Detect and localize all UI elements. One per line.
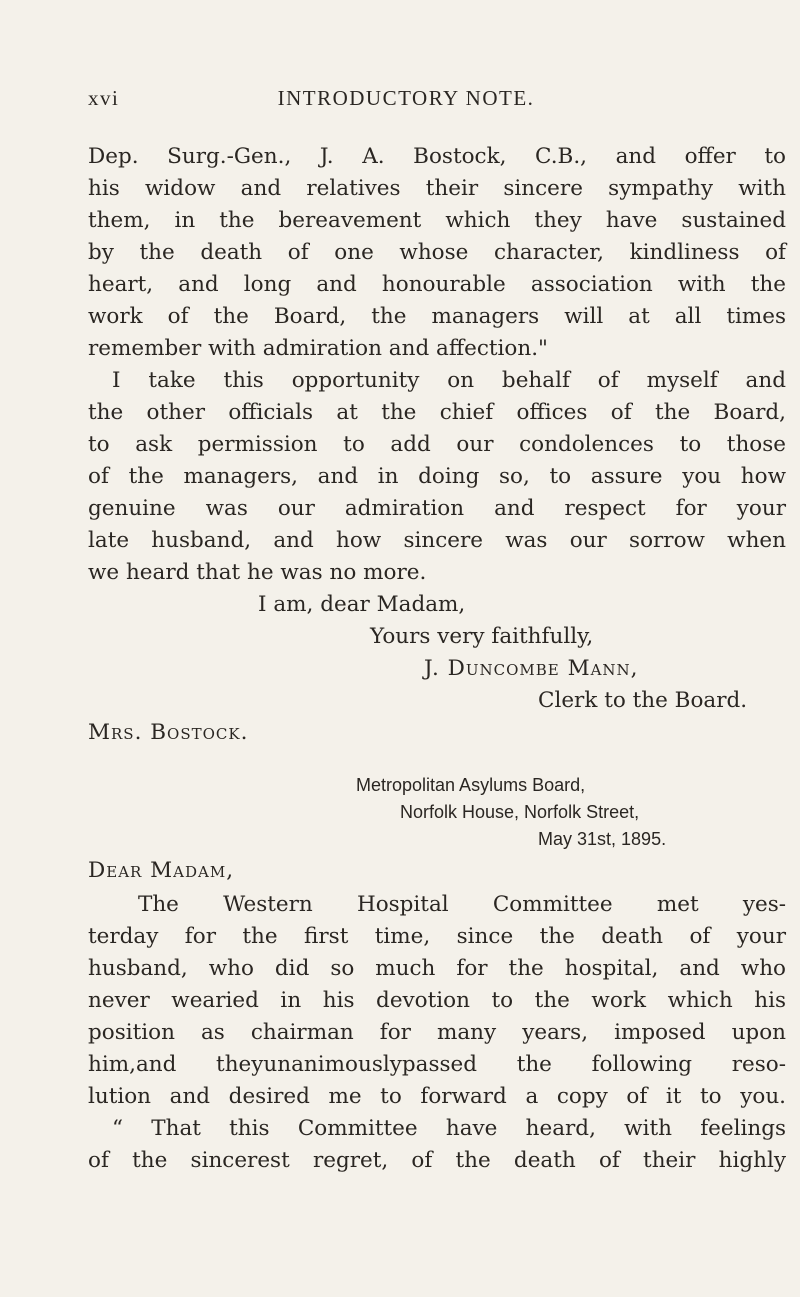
- text-line: of the managers, and in doing so, to assure you how: [88, 464, 786, 489]
- text-line: his widow and relatives their sincere sympathy with: [88, 176, 786, 201]
- letter-date: May 31st, 1895.: [538, 829, 667, 849]
- text-line: husband, who did so much for the hospital, and who: [88, 956, 786, 981]
- salutation: Dear Madam,: [88, 858, 235, 883]
- text-line: we heard that he was no more.: [88, 560, 427, 585]
- text-line: them, in the bereavement which they have sustained: [88, 208, 786, 233]
- text-line: never wearied in his devotion to the work which his: [88, 988, 786, 1013]
- text-line: The Western Hospital Committee met yes-: [138, 892, 786, 917]
- text-line: work of the Board, the managers will at all times: [88, 304, 786, 329]
- page-number: xvi: [88, 86, 120, 110]
- text-line: I take this opportunity on behalf of myself and: [112, 368, 786, 393]
- address-line: Norfolk House, Norfolk Street,: [400, 802, 640, 822]
- text-line: by the death of one whose character, kindliness of: [88, 240, 786, 265]
- text-line: of the sincerest regret, of the death of their highly: [88, 1148, 786, 1173]
- text-line: to ask permission to add our condolences to those: [88, 432, 786, 457]
- running-title: INTRODUCTORY NOTE.: [277, 86, 535, 110]
- text-line: position as chairman for many years, imposed upon: [88, 1020, 786, 1045]
- text-line: genuine was our admiration and respect for your: [88, 496, 786, 521]
- text-line: the other officials at the chief offices of the Board,: [88, 400, 786, 425]
- text-line: “ That this Committee have heard, with feelings: [112, 1116, 786, 1141]
- address-line: Metropolitan Asylums Board,: [356, 775, 586, 795]
- closing: I am, dear Madam,: [258, 592, 466, 617]
- signatory-role: Clerk to the Board.: [538, 688, 748, 713]
- text-line: Dep. Surg.-Gen., J. A. Bostock, C.B., and offer to: [88, 144, 786, 169]
- running-header: [88, 86, 724, 116]
- text-line: him,and theyunanimouslypassed the following reso-: [88, 1052, 786, 1077]
- text-line: lution and desired me to forward a copy of it to you.: [88, 1084, 786, 1109]
- text-line: terday for the first time, since the death of your: [88, 924, 786, 949]
- signature: J. Duncombe Mann,: [424, 656, 639, 681]
- text-line: remember with admiration and affection.": [88, 336, 548, 361]
- text-line: late husband, and how sincere was our sorrow when: [88, 528, 786, 553]
- addressee: Mrs. Bostock.: [88, 720, 249, 745]
- text-line: heart, and long and honourable association with the: [88, 272, 786, 297]
- signoff: Yours very faithfully,: [370, 624, 594, 649]
